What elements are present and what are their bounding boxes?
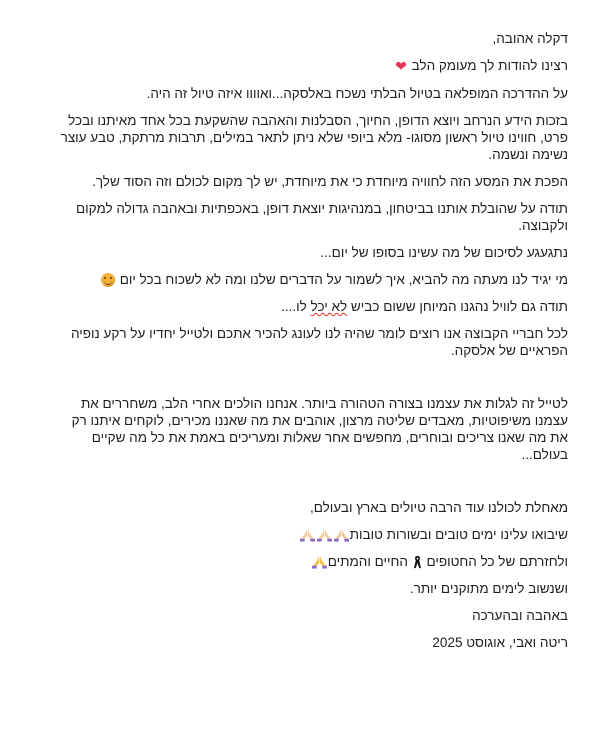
knowledge-text: בזכות הידע הנרחב ויוצא הדופן, החיוך, הסבלנות והאהבה שהשקעת בכל אחד מאיתנו ובכל פרט, חווינו טיול ראשון מסוגו- מלא ביופי שלא ניתן לתאר במילים, תרבות מרתקת, טבע עוצר נשימה ונשמה. [60,112,568,162]
heart-icon: ❤ [395,57,407,74]
folded-hands-icon [312,555,327,569]
folded-hands-icon [334,528,349,542]
tomorrow-text: מי יגיד לנו מעתה מה להביא, איך לשמור על הדברים שלנו ומה לא לשכוח בכל יום [119,271,568,287]
better-days-line [52,580,568,597]
group-text: לכל חבריי הקבוצה אנו רוצים לומר שהיה לנו לעונג להכיר אתכם ולטייל יחדיו על רקע נופיה הפראיים של אלסקה. [71,325,568,358]
travel-paragraph [52,395,568,463]
guide-text-end: לו.... [281,298,311,314]
journey-text: הפכת את המסע הזה לחוויה מיוחדת כי את מיוחדת, יש לך מקום לכולם וזה הסוד שלך. [92,173,568,189]
prayer-icons [299,527,350,542]
hostages-text-start: ולחזרתם של כל החטופים [426,553,568,569]
hostages-text-end: החיים והמתים [327,553,408,569]
folded-hands-icon [317,528,332,542]
guide-text-start: תודה גם לוויל נהגנו המיוחן ששום כביש [347,298,568,314]
summary-text: נתגעגע לסיכום של מה עשינו בסופו של יום... [320,244,568,260]
group-paragraph [52,325,568,359]
thanks-text: רצינו להודות לך מעומק הלב [411,58,568,73]
greeting-text: דקלה אהובה, [492,31,568,46]
journey-paragraph [52,173,568,190]
wish-line [52,499,568,516]
tomorrow-line [52,271,568,288]
black-ribbon-icon [413,555,422,569]
thanks-line [52,57,568,75]
travel-text: לטייל זה לגלות את עצמנו בצורה הטהורה ביותר. אנחנו הולכים אחרי הלב, משחררים את עצמנו משיפוטיות, מאבדים שליטה מרצון, אוהבים את מה שאננו מכירים, לוקחים איתנו רק את מה שאנו צריכים ובוחרים, מחפשים אחר שאלות ומעריכים באמת את כל מה שקיים בעולם... [71,395,568,462]
spellcheck-underlined-word: לא יכל [310,298,348,314]
summary-paragraph [52,244,568,261]
leadership-paragraph [52,200,568,234]
knowledge-paragraph [52,112,568,163]
smile-icon [101,273,115,287]
leadership-text: תודה על שהובלת אותנו בביטחון, במנהיגות יוצאת דופן, באכפתיות ובאהבה גדולה למקום ולקבוצה. [75,200,568,233]
closing-text: באהבה ובהערכה [472,607,568,623]
greeting-line [52,30,568,47]
guide-line [52,298,568,315]
signature-text: ריטה ואבי, אוגוסט 2025 [432,634,568,650]
signature-line [52,634,568,651]
good-news-line [52,526,568,543]
better-days-text: ושנשוב לימים מתוקנים יותר. [409,580,568,596]
wish-text: מאחלת לכולנו עוד הרבה טיולים בארץ ובעולם, [310,499,568,515]
letter-body [52,30,568,661]
trip-line [52,85,568,102]
good-news-text: שיבואו עלינו ימים טובים ובשורות טובות [349,526,568,542]
trip-text: על ההדרכה המופלאה בטיול הבלתי נשכח באלסקה...ואוווו איזה טיול זה היה. [146,85,568,101]
hostages-line [52,553,568,570]
closing-line [52,607,568,624]
folded-hands-icon [300,528,315,542]
